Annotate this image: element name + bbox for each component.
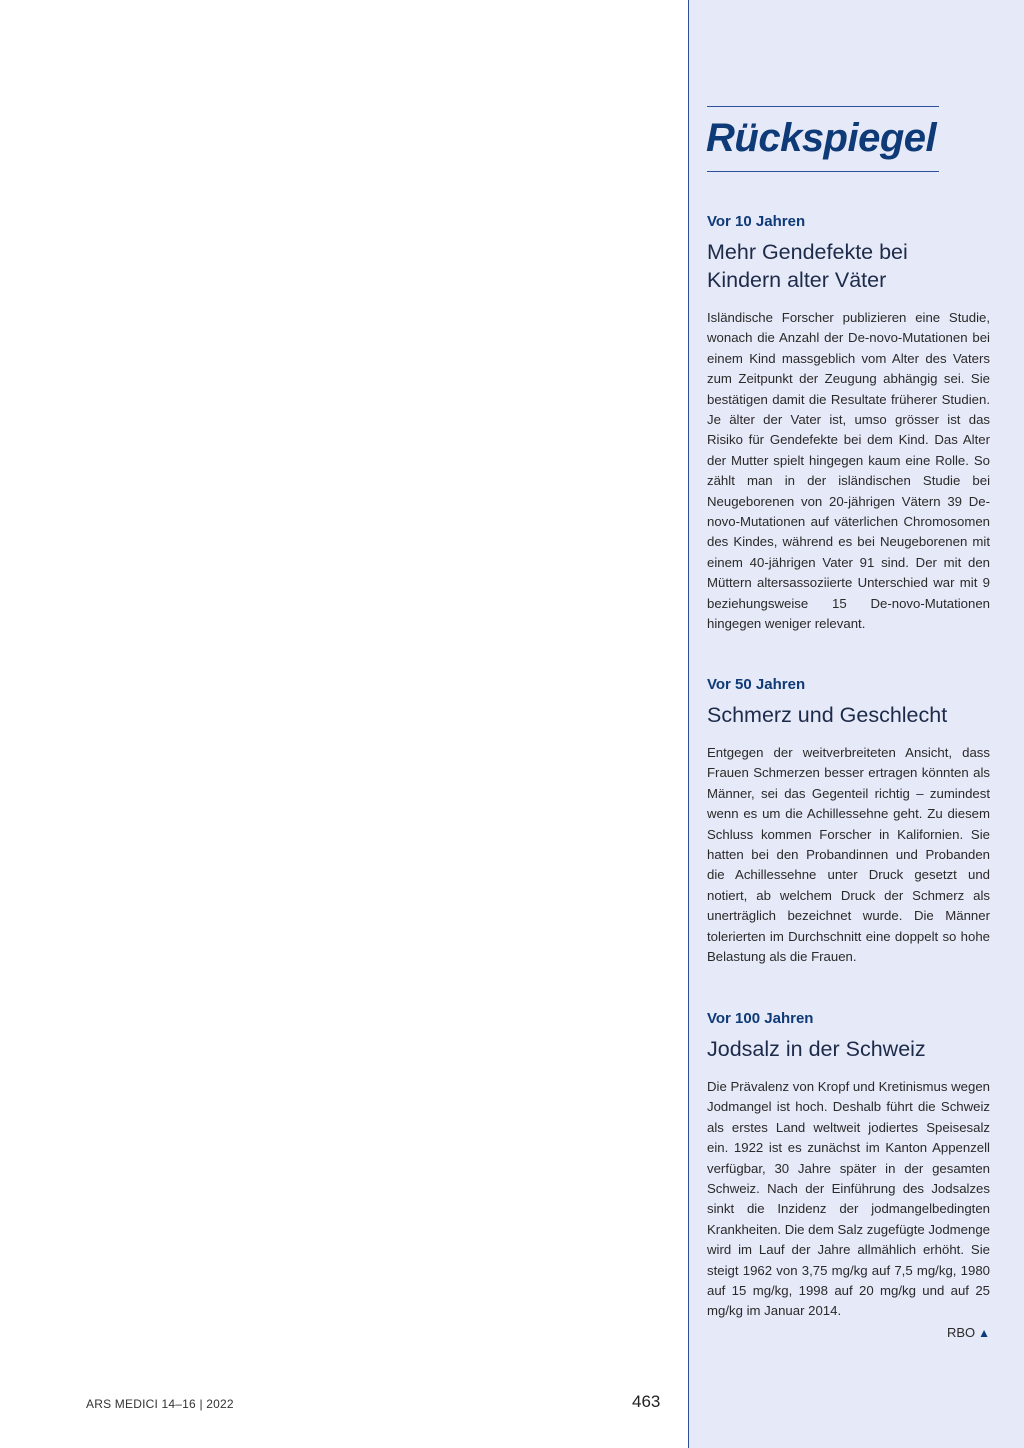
footer-journal-info: ARS MEDICI 14–16 | 2022 [86, 1397, 234, 1411]
article-kicker: Vor 50 Jahren [707, 676, 806, 693]
triangle-up-icon: ▲ [978, 1325, 990, 1340]
article-body: Die Prävalenz von Kropf und Kretinismus wegen Jodmangel ist hoch. Deshalb führt die Schweiz als erstes Land weltweit jodiertes Speisesalz ein. 1922 ist es zunächst im Kanton Appenzell verfügbar, 30 Jahre später in der gesamten Schweiz. Nach der Einführung des Jodsalzes sinkt die Inzidenz der jodmangelbedingten Krankheiten. Die dem Salz zugefügte Jodmenge wird im Lauf der Jahre allmählich erhöht. Sie steigt 1962 von 3,75 mg/kg auf 7,5 mg/kg, 1980 auf 15 mg/kg, 1998 auf 20 mg/kg und auf 25 mg/kg im Januar 2014. [707, 1079, 990, 1319]
title-rule-bottom [707, 171, 939, 172]
article-body: Isländische Forscher publizieren eine Studie, wonach die Anzahl der De-novo-Mutationen bei einem Kind massgeblich vom Alter des Vaters zum Zeitpunkt der Zeugung abhängig sei. Sie bestätigen damit die Resultate früherer Studien. Je älter der Vater ist, umso grösser ist das Risiko für Gendefekte bei dem Kind. Das Alter der Mutter spielt hingegen kaum eine Rolle. So zählt man in der isländischen Studie bei Neugeborenen von 20-jährigen Vätern 39 De-novo-Mutationen auf väterlichen Chromosomen des Kindes, während es bei Neugeborenen mit einem 40-jährigen Vater 91 sind. Der mit den Müttern altersassoziierte Unterschied war mit 9 beziehungsweise 15 De-novo-Mutationen hingegen weniger relevant. [707, 310, 990, 632]
article-10-years [707, 212, 990, 635]
headline-line-1: Mehr Gendefekte bei [707, 240, 908, 264]
page-number: 463 [632, 1392, 661, 1411]
article-kicker: Vor 10 Jahren [707, 213, 806, 230]
article-headline: Jodsalz in der Schweiz [707, 1037, 926, 1061]
headline-line-2: Kindern alter Väter [707, 268, 887, 292]
article-body: Entgegen der weitverbreiteten Ansicht, dass Frauen Schmerzen besser ertragen könnten als Männer, sei das Gegenteil richtig – zumindest wenn es um die Achillessehne geht. Zu diesem Schluss kommen Forscher in Kalifornien. Sie hatten bei den Probandinnen und Probanden die Achillessehne unter Druck gesetzt und notiert, ab welchem Druck der Schmerz als unerträglich bezeichnet wurde. Die Männer tolerierten im Durchschnitt eine doppelt so hohe Belastung als die Frauen. [707, 745, 990, 965]
article-100-years [707, 1009, 990, 1342]
author-signature [707, 1324, 990, 1342]
article-kicker: Vor 100 Jahren [707, 1010, 814, 1027]
title-rule-top [707, 106, 939, 107]
article-headline: Schmerz und Geschlecht [707, 703, 948, 727]
article-50-years [707, 675, 990, 967]
article-headline [707, 238, 990, 294]
sidebar-title: Rückspiegel [706, 116, 937, 160]
author-initials: RBO [946, 1324, 976, 1340]
